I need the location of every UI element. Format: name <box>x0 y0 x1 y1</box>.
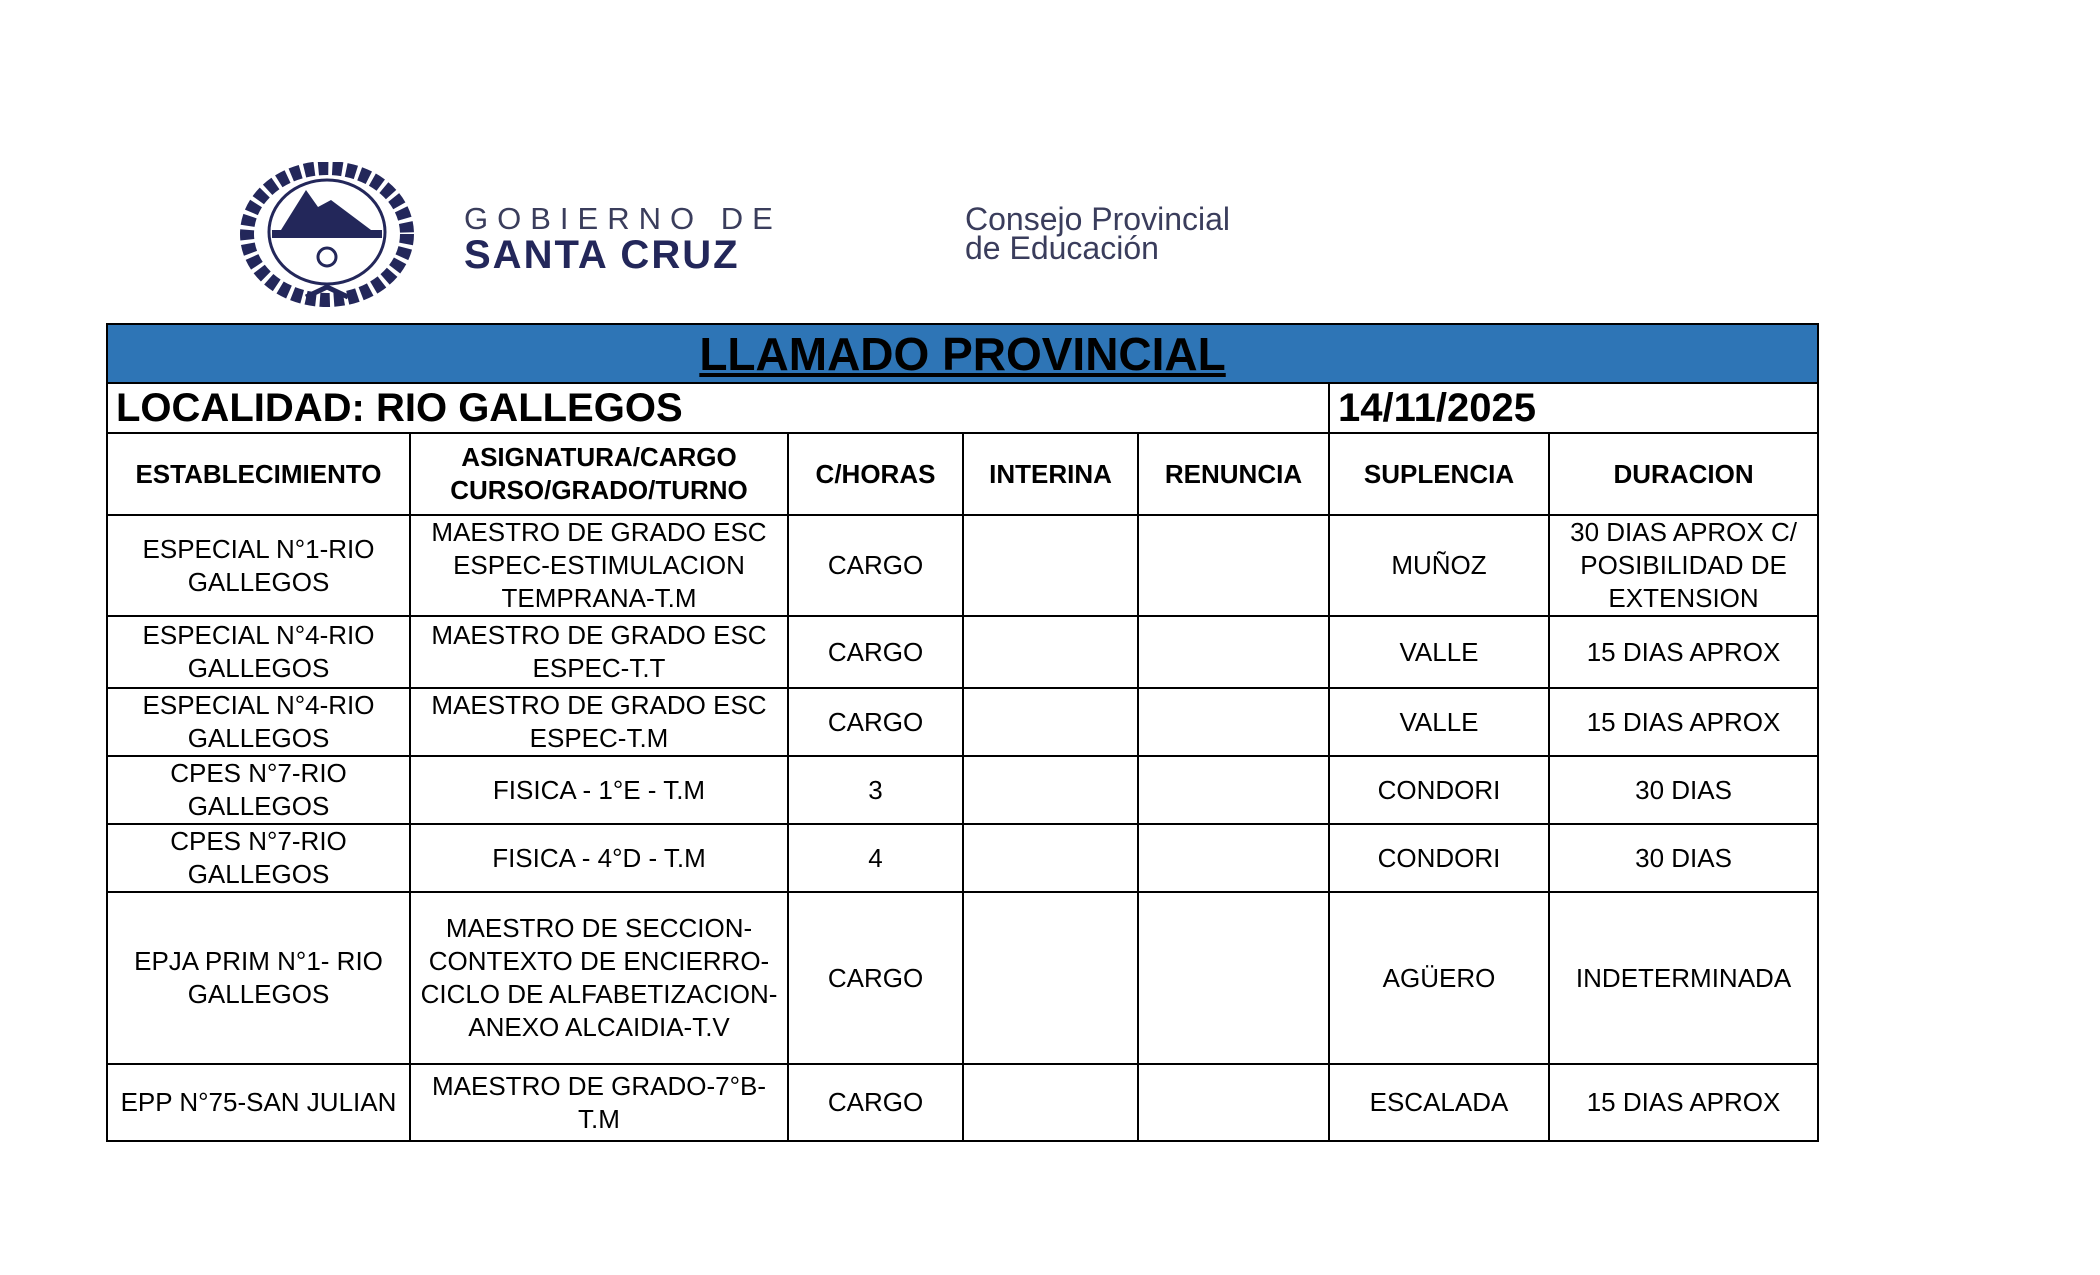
date: 14/11/2025 <box>1329 383 1818 433</box>
cell-horas: CARGO <box>788 892 963 1064</box>
cell-asignatura: MAESTRO DE GRADO-7°B-T.M <box>410 1064 788 1141</box>
cell-suplencia: MUÑOZ <box>1329 515 1549 616</box>
cell-horas: CARGO <box>788 1064 963 1141</box>
col-header: ESTABLECIMIENTO <box>107 433 410 515</box>
cell-asignatura: MAESTRO DE SECCION-CONTEXTO DE ENCIERRO-CICLO DE ALFABETIZACION-ANEXO ALCAIDIA-T.V <box>410 892 788 1064</box>
cell-interina <box>963 756 1138 824</box>
col-header: RENUNCIA <box>1138 433 1329 515</box>
cell-suplencia: ESCALADA <box>1329 1064 1549 1141</box>
cell-horas: 4 <box>788 824 963 892</box>
cell-renuncia <box>1138 756 1329 824</box>
educacion-line: de Educación <box>965 230 1159 266</box>
cell-suplencia: VALLE <box>1329 616 1549 688</box>
cell-interina <box>963 515 1138 616</box>
table-row <box>107 756 1818 824</box>
cell-interina <box>963 616 1138 688</box>
cell-asignatura: MAESTRO DE GRADO ESC ESPEC-T.M <box>410 688 788 756</box>
cell-interina <box>963 688 1138 756</box>
page-title: LLAMADO PROVINCIAL <box>107 324 1818 383</box>
table-row <box>107 515 1818 616</box>
cell-renuncia <box>1138 616 1329 688</box>
cell-establecimiento: CPES N°7-RIO GALLEGOS <box>107 824 410 892</box>
localidad: LOCALIDAD: RIO GALLEGOS <box>107 383 1329 433</box>
cell-establecimiento: ESPECIAL N°1-RIO GALLEGOS <box>107 515 410 616</box>
cell-interina <box>963 892 1138 1064</box>
llamado-table <box>106 323 1819 1142</box>
cell-duracion: 15 DIAS APROX <box>1549 1064 1818 1141</box>
cell-interina <box>963 1064 1138 1141</box>
cell-duracion: INDETERMINADA <box>1549 892 1818 1064</box>
cell-horas: CARGO <box>788 616 963 688</box>
consejo-line: Consejo Provincial <box>965 201 1231 237</box>
col-header: C/HORAS <box>788 433 963 515</box>
cell-asignatura: MAESTRO DE GRADO ESC ESPEC-ESTIMULACION TEMPRANA-T.M <box>410 515 788 616</box>
table-row <box>107 824 1818 892</box>
col-header: ASIGNATURA/CARGO CURSO/GRADO/TURNO <box>410 433 788 515</box>
cell-renuncia <box>1138 892 1329 1064</box>
cell-renuncia <box>1138 688 1329 756</box>
col-header: DURACION <box>1549 433 1818 515</box>
cell-establecimiento: ESPECIAL N°4-RIO GALLEGOS <box>107 616 410 688</box>
gobierno-line: GOBIERNO DE <box>464 201 782 236</box>
cell-asignatura: FISICA - 4°D - T.M <box>410 824 788 892</box>
cell-establecimiento: EPP N°75-SAN JULIAN <box>107 1064 410 1141</box>
cell-horas: CARGO <box>788 515 963 616</box>
table-row <box>107 688 1818 756</box>
cell-establecimiento: EPJA PRIM N°1- RIO GALLEGOS <box>107 892 410 1064</box>
cell-duracion: 30 DIAS APROX C/ POSIBILIDAD DE EXTENSION <box>1549 515 1818 616</box>
santa-cruz-coat-of-arms-logo <box>236 162 418 310</box>
cell-asignatura: MAESTRO DE GRADO ESC ESPEC-T.T <box>410 616 788 688</box>
santa-cruz-line: SANTA CRUZ <box>464 233 740 277</box>
col-header: INTERINA <box>963 433 1138 515</box>
cell-renuncia <box>1138 824 1329 892</box>
cell-suplencia: CONDORI <box>1329 824 1549 892</box>
table-row <box>107 616 1818 688</box>
table-row <box>107 1064 1818 1141</box>
cell-horas: CARGO <box>788 688 963 756</box>
consejo-wordmark <box>965 201 1231 266</box>
cell-interina <box>963 824 1138 892</box>
cell-renuncia <box>1138 515 1329 616</box>
table-row <box>107 892 1818 1064</box>
cell-suplencia: VALLE <box>1329 688 1549 756</box>
table-header-row <box>107 433 1818 515</box>
cell-horas: 3 <box>788 756 963 824</box>
cell-duracion: 30 DIAS <box>1549 756 1818 824</box>
cell-duracion: 15 DIAS APROX <box>1549 616 1818 688</box>
cell-asignatura: FISICA - 1°E - T.M <box>410 756 788 824</box>
cell-suplencia: AGÜERO <box>1329 892 1549 1064</box>
cell-establecimiento: ESPECIAL N°4-RIO GALLEGOS <box>107 688 410 756</box>
col-header: SUPLENCIA <box>1329 433 1549 515</box>
cell-renuncia <box>1138 1064 1329 1141</box>
cell-establecimiento: CPES N°7-RIO GALLEGOS <box>107 756 410 824</box>
cell-suplencia: CONDORI <box>1329 756 1549 824</box>
gobierno-santa-cruz-wordmark <box>464 203 782 275</box>
cell-duracion: 30 DIAS <box>1549 824 1818 892</box>
cell-duracion: 15 DIAS APROX <box>1549 688 1818 756</box>
